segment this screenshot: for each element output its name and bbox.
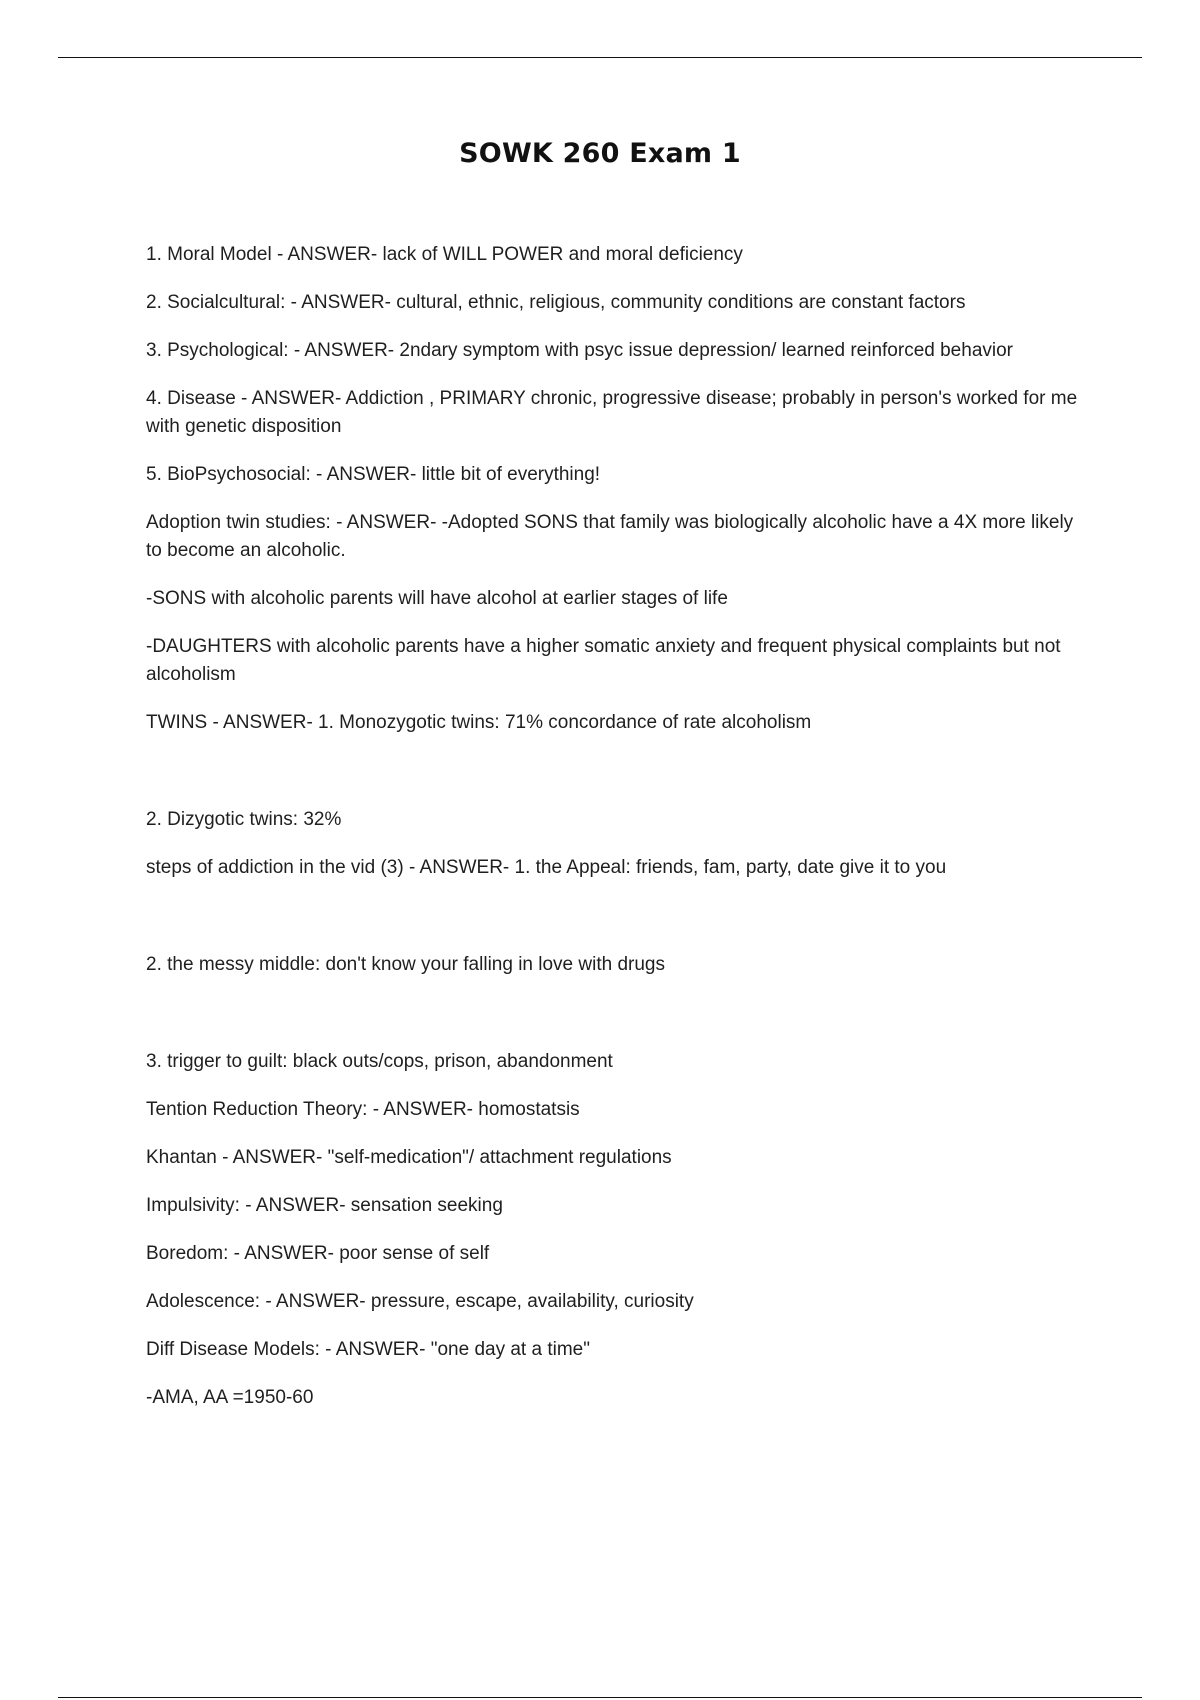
paragraph-ama-aa: -AMA, AA =1950-60 bbox=[146, 1387, 314, 1408]
paragraph-twins: TWINS - ANSWER- 1. Monozygotic twins: 71% concordance of rate alcoholism bbox=[146, 712, 812, 733]
paragraph-socialcultural: 2. Socialcultural: - ANSWER- cultural, ethnic, religious, community conditions are constant factors bbox=[146, 292, 966, 313]
paragraph-adolescence: Adolescence: - ANSWER- pressure, escape, availability, curiosity bbox=[146, 1291, 694, 1312]
paragraph-khantan: Khantan - ANSWER- "self-medication"/ attachment regulations bbox=[146, 1147, 672, 1168]
paragraph-disease: 4. Disease - ANSWER- Addiction , PRIMARY chronic, progressive disease; probably in person's worked for me with genetic disposition bbox=[146, 388, 1083, 437]
paragraph-daughters: -DAUGHTERS with alcoholic parents have a higher somatic anxiety and frequent physical complaints but not alcoholism bbox=[146, 636, 1066, 685]
paragraph-tension-reduction: Tention Reduction Theory: - ANSWER- homostatsis bbox=[146, 1099, 580, 1120]
document-body bbox=[146, 241, 1091, 1432]
top-rule bbox=[58, 57, 1142, 58]
bottom-rule bbox=[58, 1697, 1142, 1698]
paragraph-messy-middle: 2. the messy middle: don't know your falling in love with drugs bbox=[146, 954, 665, 975]
paragraph-biopsychosocial: 5. BioPsychosocial: - ANSWER- little bit of everything! bbox=[146, 464, 601, 485]
paragraph-impulsivity: Impulsivity: - ANSWER- sensation seeking bbox=[146, 1195, 503, 1216]
paragraph-dizygotic: 2. Dizygotic twins: 32% bbox=[146, 809, 342, 830]
paragraph-steps-of-addiction: steps of addiction in the vid (3) - ANSWER- 1. the Appeal: friends, fam, party, date give it to you bbox=[146, 857, 947, 878]
document-title: SOWK 260 Exam 1 bbox=[459, 138, 741, 169]
paragraph-trigger-to-guilt: 3. trigger to guilt: black outs/cops, prison, abandonment bbox=[146, 1051, 613, 1072]
paragraph-moral-model: 1. Moral Model - ANSWER- lack of WILL POWER and moral deficiency bbox=[146, 244, 743, 265]
paragraph-sons: -SONS with alcoholic parents will have alcohol at earlier stages of life bbox=[146, 588, 728, 609]
paragraph-adoption-twin-studies: Adoption twin studies: - ANSWER- -Adopted SONS that family was biologically alcoholic have a 4X more likely to become an alcoholic. bbox=[146, 512, 1079, 561]
paragraph-psychological: 3. Psychological: - ANSWER- 2ndary symptom with psyc issue depression/ learned reinforced behavior bbox=[146, 340, 1013, 361]
paragraph-boredom: Boredom: - ANSWER- poor sense of self bbox=[146, 1243, 490, 1264]
paragraph-diff-disease-models: Diff Disease Models: - ANSWER- "one day at a time" bbox=[146, 1339, 590, 1360]
